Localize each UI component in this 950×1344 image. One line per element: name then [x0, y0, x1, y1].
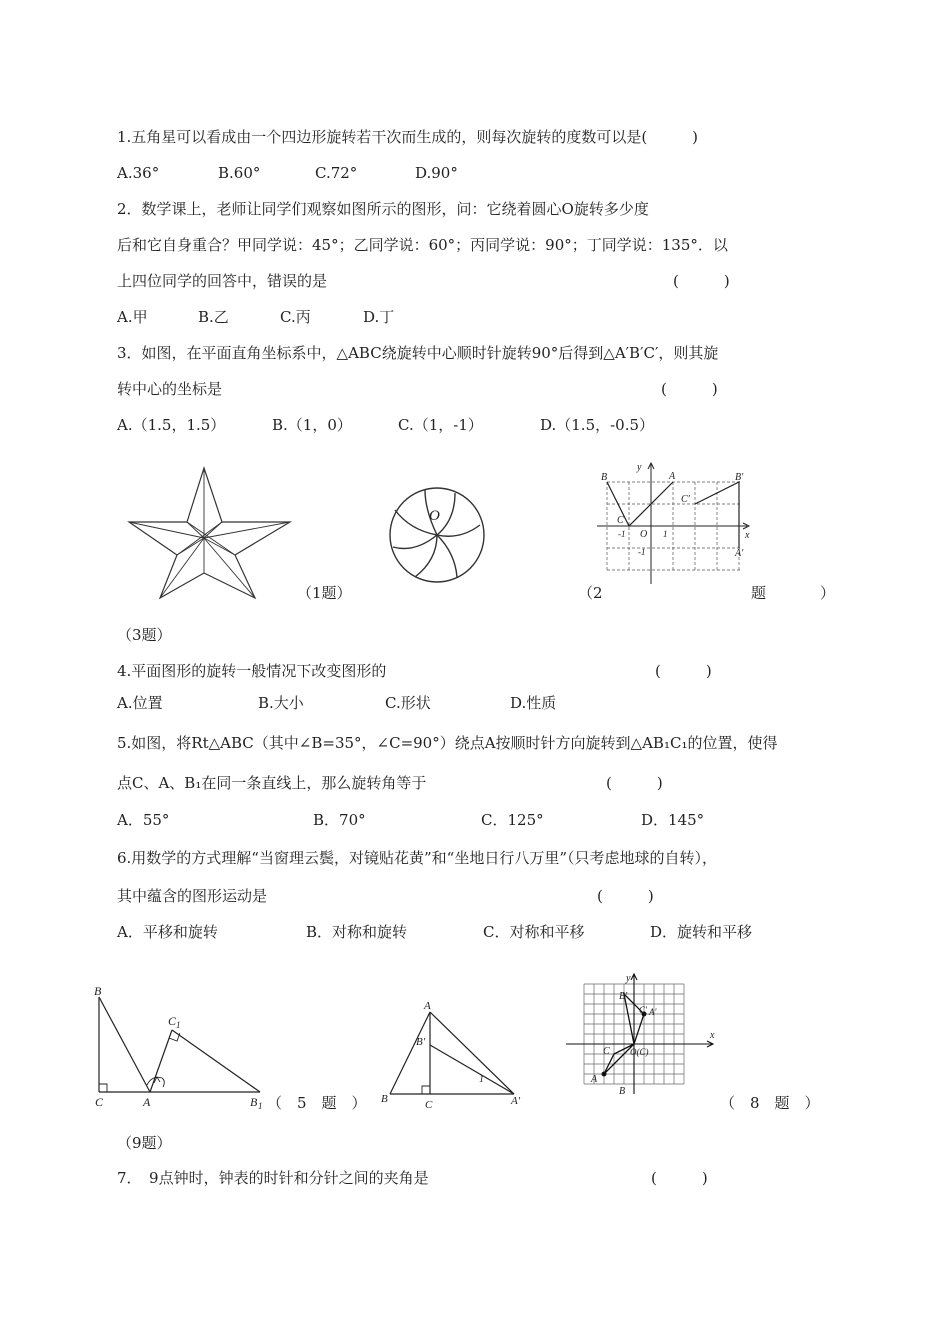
q6-option-c: C．对称和平移: [483, 923, 585, 941]
fig2-caption-mid: 题: [751, 584, 767, 602]
q2-option-b: B.乙: [198, 308, 229, 326]
fig8-point-A: [602, 1072, 607, 1077]
q2-line2: 后和它自身重合？甲同学说：45°；乙同学说：60°；丙同学说：90°；丁同学说：135°．以: [117, 236, 728, 254]
q2-line3: 上四位同学的回答中，错误的是: [117, 272, 328, 290]
q1-option-b: B.60°: [218, 164, 261, 182]
fig1-caption: （1题）: [297, 584, 352, 602]
grid-q3-Ap-label: A′: [735, 548, 744, 559]
grid-q3-x-label: x: [745, 530, 750, 541]
q6-option-d: D．旋转和平移: [650, 923, 753, 941]
fig8-y-label: y: [626, 973, 631, 984]
fig5-caption: （ 5 题 ）: [267, 1094, 367, 1112]
fig8-Cp-label: C′: [639, 1005, 647, 1015]
fig5-B-label: B: [94, 984, 102, 998]
q6-line1: 6.用数学的方式理解“当窗理云鬓，对镜贴花黄”和“坐地日行八万里”（只考虑地球的自转），: [117, 849, 717, 867]
fig8-C-label: C: [603, 1046, 610, 1057]
triangle-figure-q5: [92, 985, 277, 1110]
q6-line2: 其中蕴含的图形运动是: [117, 887, 268, 905]
q4-stem: 4.平面图形的旋转一般情况下改变图形的: [117, 662, 387, 680]
grid-q3-neg1y-label: -1: [638, 547, 646, 557]
fig5-A-label: A: [143, 1095, 151, 1109]
q5-answer-paren: ( ): [606, 774, 663, 792]
q4-option-a: A.位置: [117, 694, 163, 712]
fig8-B-label: B: [619, 1086, 626, 1097]
fig9-Bp-label: B′: [416, 1036, 426, 1048]
grid-q3-C-label: C: [617, 515, 624, 526]
grid-figure-q8: [563, 970, 723, 1100]
q3-answer-paren: ( ): [661, 380, 718, 398]
fig5-C1-label: C: [168, 1014, 177, 1028]
q2-option-d: D.丁: [363, 308, 395, 326]
circle-figure: [385, 485, 490, 585]
q6-option-a: A．平移和旋转: [117, 923, 218, 941]
q3-option-c: C.（1，-1）: [398, 416, 483, 434]
q4-option-d: D.性质: [510, 694, 557, 712]
grid-q3-B-label: B: [601, 472, 608, 483]
fig8-caption: （ 8 题 ）: [720, 1094, 820, 1112]
q4-answer-paren: ( ): [655, 662, 712, 680]
q4-option-c: C.形状: [385, 694, 431, 712]
fig9-Ap-label: A′: [511, 1095, 521, 1107]
grid-q3-neg1x-label: -1: [618, 529, 626, 539]
fig5-B1-label: B: [250, 1095, 258, 1109]
grid-q3-Bp-label: B′: [735, 472, 744, 483]
fig8-O-label: O(C): [630, 1047, 649, 1057]
q3-option-b: B.（1，0）: [272, 416, 352, 434]
q4-option-b: B.大小: [258, 694, 304, 712]
q7-stem: 7． 9点钟时，钟表的时针和分针之间的夹角是: [117, 1169, 429, 1187]
q3-option-d: D.（1.5，-0.5）: [540, 416, 655, 434]
grid-q3-A-label: A: [669, 471, 676, 482]
q2-answer-paren: ( ): [673, 272, 730, 290]
fig5-C1-subscript: 1: [176, 1020, 181, 1030]
q5-option-b: B．70°: [313, 811, 366, 829]
fig9-caption: （9题）: [117, 1134, 172, 1152]
fig8-x-label: x: [710, 1030, 715, 1041]
grid-q3-y-label: y: [637, 462, 642, 473]
circle-center-label: O: [429, 508, 440, 524]
q5-option-a: A．55°: [117, 811, 170, 829]
fig8-A-label: A: [591, 1074, 598, 1085]
fig5-C-label: C: [95, 1095, 104, 1109]
fig5-B1-subscript: 1: [258, 1101, 263, 1111]
fig2-caption-open: （2: [578, 584, 603, 602]
fig2-caption-close: ）: [820, 584, 836, 602]
fig8-Ap-label: A′: [649, 1007, 657, 1017]
fig9-A-label: A: [424, 1000, 431, 1012]
q7-answer-paren: ( ): [651, 1169, 708, 1187]
q1-option-c: C.72°: [315, 164, 358, 182]
triangle-figure-q9: [378, 998, 530, 1110]
q1-stem: 1.五角星可以看成由一个四边形旋转若干次而生成的，则每次旋转的度数可以是( ): [117, 128, 699, 146]
q5-line1: 5.如图，将Rt△ABC（其中∠B=35°，∠C=90°）绕点A按顺时针方向旋转到△AB₁C₁的位置，使得: [117, 734, 778, 752]
q5-option-c: C．125°: [481, 811, 544, 829]
fig8-Bp-label: B′: [619, 991, 628, 1002]
q3-option-a: A.（1.5，1.5）: [117, 416, 226, 434]
star-figure: [125, 465, 295, 600]
q2-option-c: C.丙: [280, 308, 311, 326]
grid-q3-O-label: O: [640, 529, 648, 540]
q5-option-d: D．145°: [641, 811, 705, 829]
q1-option-a: A.36°: [117, 164, 160, 182]
grid-q3-Cp-label: C′: [681, 494, 690, 505]
grid-figure-q3: [597, 460, 757, 585]
q5-line2: 点C、A、B₁在同一条直线上，那么旋转角等于: [117, 774, 427, 792]
grid-q3-one-label: 1: [663, 529, 668, 539]
q6-answer-paren: ( ): [597, 887, 654, 905]
fig3-caption: （3题）: [117, 626, 172, 644]
q3-line2: 转中心的坐标是: [117, 380, 223, 398]
q6-option-b: B．对称和旋转: [306, 923, 408, 941]
q2-line1: 2．数学课上，老师让同学们观察如图所示的图形，问：它绕着圆心O旋转多少度: [117, 200, 649, 218]
fig9-B-label: B: [381, 1093, 388, 1105]
q2-option-a: A.甲: [117, 308, 148, 326]
fig9-C-label: C: [425, 1099, 433, 1111]
fig9-angle1-label: 1: [479, 1074, 484, 1085]
q1-option-d: D.90°: [415, 164, 458, 182]
q3-line1: 3．如图，在平面直角坐标系中，△ABC绕旋转中心顺时针旋转90°后得到△A′B′C′，则其旋: [117, 344, 719, 362]
